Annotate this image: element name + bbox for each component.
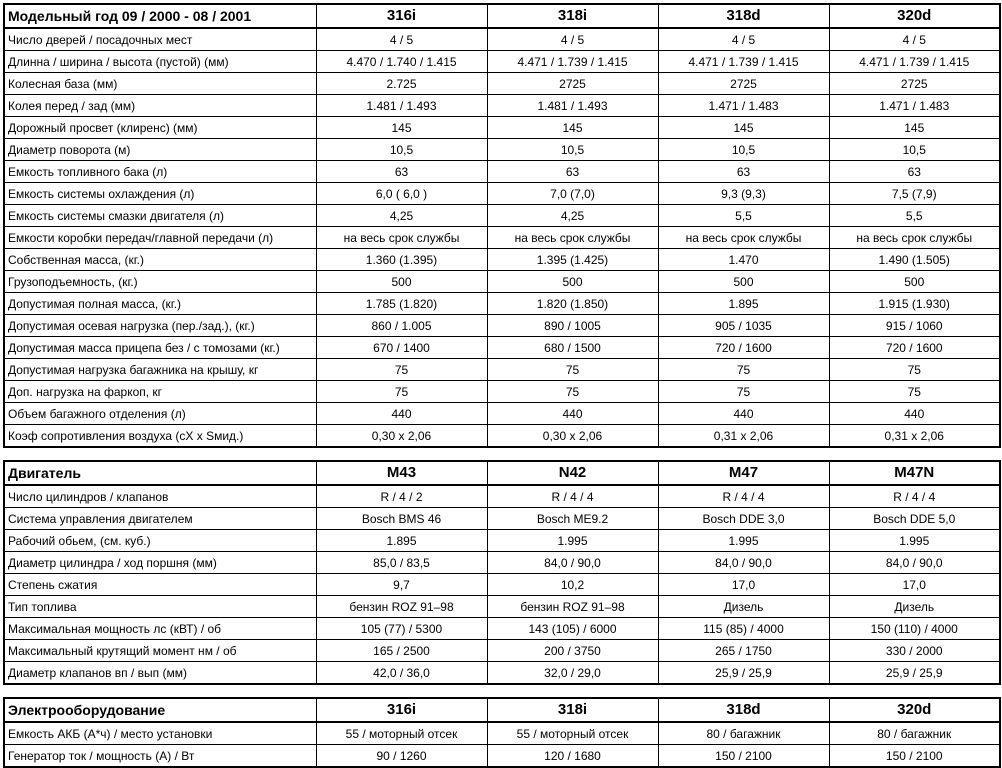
cell-value: Bosch DDE 3,0 [658, 508, 829, 530]
cell-value: бензин ROZ 91–98 [316, 596, 487, 618]
cell-value: 17,0 [829, 574, 1000, 596]
engine-column-header: M47 [658, 461, 829, 485]
cell-value: 25,9 / 25,9 [829, 662, 1000, 685]
cell-value: 150 / 2100 [658, 745, 829, 768]
cell-value: 9,7 [316, 574, 487, 596]
row-label: Допустимая полная масса, (кг.) [4, 293, 316, 315]
cell-value: 2725 [658, 73, 829, 95]
cell-value: 0,30 х 2,06 [487, 425, 658, 448]
cell-value: 80 / багажник [658, 722, 829, 745]
cell-value: 120 / 1680 [487, 745, 658, 768]
cell-value: 4,25 [316, 205, 487, 227]
row-label: Максимальный крутящий момент нм / об [4, 640, 316, 662]
cell-value: 25,9 / 25,9 [658, 662, 829, 685]
table-row [4, 337, 1000, 359]
table-row [4, 183, 1000, 205]
cell-value: 1.490 (1.505) [829, 249, 1000, 271]
cell-value: 2725 [487, 73, 658, 95]
row-label: Колесная база (мм) [4, 73, 316, 95]
cell-value: 4 / 5 [316, 28, 487, 51]
table-row [4, 249, 1000, 271]
table-row [4, 662, 1000, 685]
dimensions-section-title: Модельный год 09 / 2000 - 08 / 2001 [4, 4, 316, 28]
row-label: Колея перед / зад (мм) [4, 95, 316, 117]
cell-value: 85,0 / 83,5 [316, 552, 487, 574]
row-label: Допустимая осевая нагрузка (пер./зад.), (кг.) [4, 315, 316, 337]
cell-value: 75 [829, 381, 1000, 403]
table-row [4, 381, 1000, 403]
row-label: Коэф сопротивления воздуха (сХ х Sмид.) [4, 425, 316, 448]
cell-value: на весь срок службы [487, 227, 658, 249]
engine-column-header: N42 [487, 461, 658, 485]
cell-value: 75 [658, 381, 829, 403]
cell-value: 63 [658, 161, 829, 183]
cell-value: 6,0 ( 6,0 ) [316, 183, 487, 205]
engine-table-body [4, 461, 1000, 684]
cell-value: 2725 [829, 73, 1000, 95]
cell-value: 4.471 / 1.739 / 1.415 [487, 51, 658, 73]
cell-value: R / 4 / 4 [829, 485, 1000, 508]
cell-value: 4.471 / 1.739 / 1.415 [829, 51, 1000, 73]
cell-value: 145 [829, 117, 1000, 139]
table-row [4, 315, 1000, 337]
cell-value: на весь срок службы [658, 227, 829, 249]
cell-value: R / 4 / 2 [316, 485, 487, 508]
engine-column-header: M43 [316, 461, 487, 485]
cell-value: 1.820 (1.850) [487, 293, 658, 315]
table-row [4, 227, 1000, 249]
cell-value: 145 [316, 117, 487, 139]
row-label: Максимальная мощность лс (кВТ) / об [4, 618, 316, 640]
dimensions-column-header: 320d [829, 4, 1000, 28]
cell-value: 84,0 / 90,0 [829, 552, 1000, 574]
dimensions-header-row [4, 4, 1000, 28]
dimensions-column-header: 316i [316, 4, 487, 28]
cell-value: 1.995 [487, 530, 658, 552]
cell-value: 4.471 / 1.739 / 1.415 [658, 51, 829, 73]
cell-value: 150 / 2100 [829, 745, 1000, 768]
cell-value: 10,5 [316, 139, 487, 161]
cell-value: 440 [829, 403, 1000, 425]
cell-value: 860 / 1.005 [316, 315, 487, 337]
cell-value: 500 [487, 271, 658, 293]
table-row [4, 485, 1000, 508]
cell-value: 500 [316, 271, 487, 293]
table-row [4, 722, 1000, 745]
cell-value: 4.470 / 1.740 / 1.415 [316, 51, 487, 73]
cell-value: 63 [487, 161, 658, 183]
row-label: Диаметр клапанов вп / вып (мм) [4, 662, 316, 685]
cell-value: 143 (105) / 6000 [487, 618, 658, 640]
row-label: Допустимая масса прицепа без / с томозами (кг.) [4, 337, 316, 359]
table-row [4, 640, 1000, 662]
table-row [4, 95, 1000, 117]
cell-value: 200 / 3750 [487, 640, 658, 662]
table-row [4, 139, 1000, 161]
electrical-header-row [4, 698, 1000, 722]
cell-value: 90 / 1260 [316, 745, 487, 768]
cell-value: 63 [829, 161, 1000, 183]
cell-value: R / 4 / 4 [658, 485, 829, 508]
row-label: Число дверей / посадочных мест [4, 28, 316, 51]
engine-header-row [4, 461, 1000, 485]
cell-value: Bosch DDE 5,0 [829, 508, 1000, 530]
table-row [4, 745, 1000, 768]
cell-value: 32,0 / 29,0 [487, 662, 658, 685]
row-label: Собственная масса, (кг.) [4, 249, 316, 271]
cell-value: 42,0 / 36,0 [316, 662, 487, 685]
cell-value: 7,0 (7,0) [487, 183, 658, 205]
cell-value: 1.360 (1.395) [316, 249, 487, 271]
cell-value: 75 [829, 359, 1000, 381]
cell-value: 500 [829, 271, 1000, 293]
table-row [4, 117, 1000, 139]
row-label: Емкость АКБ (А*ч) / место установки [4, 722, 316, 745]
cell-value: 5,5 [829, 205, 1000, 227]
cell-value: Bosch BMS 46 [316, 508, 487, 530]
cell-value: 905 / 1035 [658, 315, 829, 337]
cell-value: 680 / 1500 [487, 337, 658, 359]
row-label: Диаметр цилиндра / ход поршня (мм) [4, 552, 316, 574]
dimensions-table [3, 3, 1001, 448]
table-row [4, 51, 1000, 73]
row-label: Допустимая нагрузка багажника на крышу, кг [4, 359, 316, 381]
table-row [4, 425, 1000, 448]
row-label: Дорожный просвет (клиренс) (мм) [4, 117, 316, 139]
row-label: Генератор ток / мощность (А) / Вт [4, 745, 316, 768]
cell-value: 1.895 [316, 530, 487, 552]
table-row [4, 359, 1000, 381]
cell-value: на весь срок службы [316, 227, 487, 249]
row-label: Грузоподъемность, (кг.) [4, 271, 316, 293]
row-label: Рабочий обьем, (см. куб.) [4, 530, 316, 552]
table-row [4, 293, 1000, 315]
cell-value: 145 [487, 117, 658, 139]
table-row [4, 403, 1000, 425]
cell-value: бензин ROZ 91–98 [487, 596, 658, 618]
cell-value: 84,0 / 90,0 [658, 552, 829, 574]
cell-value: 75 [487, 381, 658, 403]
cell-value: 80 / багажник [829, 722, 1000, 745]
dimensions-table-body [4, 4, 1000, 447]
cell-value: 1.481 / 1.493 [487, 95, 658, 117]
cell-value: 1.470 [658, 249, 829, 271]
electrical-table-body [4, 698, 1000, 767]
cell-value: 720 / 1600 [658, 337, 829, 359]
cell-value: 670 / 1400 [316, 337, 487, 359]
cell-value: 440 [658, 403, 829, 425]
row-label: Число цилиндров / клапанов [4, 485, 316, 508]
cell-value: 0,31 х 2,06 [829, 425, 1000, 448]
engine-table [3, 460, 1001, 685]
row-label: Емкость топливного бака (л) [4, 161, 316, 183]
cell-value: 1.471 / 1.483 [658, 95, 829, 117]
cell-value: 17,0 [658, 574, 829, 596]
row-label: Система управления двигателем [4, 508, 316, 530]
cell-value: 0,30 х 2,06 [316, 425, 487, 448]
electrical-column-header: 320d [829, 698, 1000, 722]
electrical-column-header: 318i [487, 698, 658, 722]
cell-value: 890 / 1005 [487, 315, 658, 337]
dimensions-column-header: 318d [658, 4, 829, 28]
table-row [4, 28, 1000, 51]
row-label: Емкость системы смазки двигателя (л) [4, 205, 316, 227]
cell-value: 75 [316, 381, 487, 403]
cell-value: 1.995 [829, 530, 1000, 552]
cell-value: 720 / 1600 [829, 337, 1000, 359]
cell-value: Дизель [658, 596, 829, 618]
table-row [4, 161, 1000, 183]
cell-value: 84,0 / 90,0 [487, 552, 658, 574]
cell-value: на весь срок службы [829, 227, 1000, 249]
table-row [4, 508, 1000, 530]
cell-value: 4,25 [487, 205, 658, 227]
cell-value: 1.995 [658, 530, 829, 552]
cell-value: 4 / 5 [487, 28, 658, 51]
row-label: Емкость системы охлаждения (л) [4, 183, 316, 205]
cell-value: 75 [487, 359, 658, 381]
row-label: Тип топлива [4, 596, 316, 618]
cell-value: 55 / моторный отсек [487, 722, 658, 745]
row-label: Длинна / ширина / высота (пустой) (мм) [4, 51, 316, 73]
cell-value: 440 [487, 403, 658, 425]
cell-value: 1.915 (1.930) [829, 293, 1000, 315]
cell-value: Bosch ME9.2 [487, 508, 658, 530]
table-row [4, 618, 1000, 640]
cell-value: 63 [316, 161, 487, 183]
table-row [4, 271, 1000, 293]
cell-value: 5,5 [658, 205, 829, 227]
cell-value: 4 / 5 [658, 28, 829, 51]
cell-value: 115 (85) / 4000 [658, 618, 829, 640]
table-row [4, 530, 1000, 552]
cell-value: 10,5 [829, 139, 1000, 161]
cell-value: 75 [316, 359, 487, 381]
electrical-section-title: Электрооборудование [4, 698, 316, 722]
dimensions-column-header: 318i [487, 4, 658, 28]
row-label: Объем багажного отделения (л) [4, 403, 316, 425]
cell-value: R / 4 / 4 [487, 485, 658, 508]
cell-value: 1.895 [658, 293, 829, 315]
row-label: Емкости коробки передач/главной передачи (л) [4, 227, 316, 249]
cell-value: 10,5 [487, 139, 658, 161]
electrical-column-header: 316i [316, 698, 487, 722]
cell-value: 500 [658, 271, 829, 293]
cell-value: 265 / 1750 [658, 640, 829, 662]
cell-value: 165 / 2500 [316, 640, 487, 662]
cell-value: 1.481 / 1.493 [316, 95, 487, 117]
cell-value: 915 / 1060 [829, 315, 1000, 337]
electrical-column-header: 318d [658, 698, 829, 722]
cell-value: 150 (110) / 4000 [829, 618, 1000, 640]
cell-value: 7,5 (7,9) [829, 183, 1000, 205]
cell-value: 4 / 5 [829, 28, 1000, 51]
cell-value: 1.785 (1.820) [316, 293, 487, 315]
cell-value: 9,3 (9,3) [658, 183, 829, 205]
cell-value: 145 [658, 117, 829, 139]
cell-value: 440 [316, 403, 487, 425]
cell-value: Дизель [829, 596, 1000, 618]
row-label: Диаметр поворота (м) [4, 139, 316, 161]
cell-value: 10,2 [487, 574, 658, 596]
cell-value: 2.725 [316, 73, 487, 95]
row-label: Доп. нагрузка на фаркоп, кг [4, 381, 316, 403]
cell-value: 75 [658, 359, 829, 381]
cell-value: 10,5 [658, 139, 829, 161]
table-row [4, 205, 1000, 227]
engine-section-title: Двигатель [4, 461, 316, 485]
cell-value: 105 (77) / 5300 [316, 618, 487, 640]
electrical-table [3, 697, 1001, 768]
cell-value: 1.395 (1.425) [487, 249, 658, 271]
table-row [4, 73, 1000, 95]
cell-value: 330 / 2000 [829, 640, 1000, 662]
cell-value: 0,31 х 2,06 [658, 425, 829, 448]
cell-value: 55 / моторный отсек [316, 722, 487, 745]
table-row [4, 552, 1000, 574]
table-row [4, 596, 1000, 618]
cell-value: 1.471 / 1.483 [829, 95, 1000, 117]
row-label: Степень сжатия [4, 574, 316, 596]
table-row [4, 574, 1000, 596]
engine-column-header: M47N [829, 461, 1000, 485]
